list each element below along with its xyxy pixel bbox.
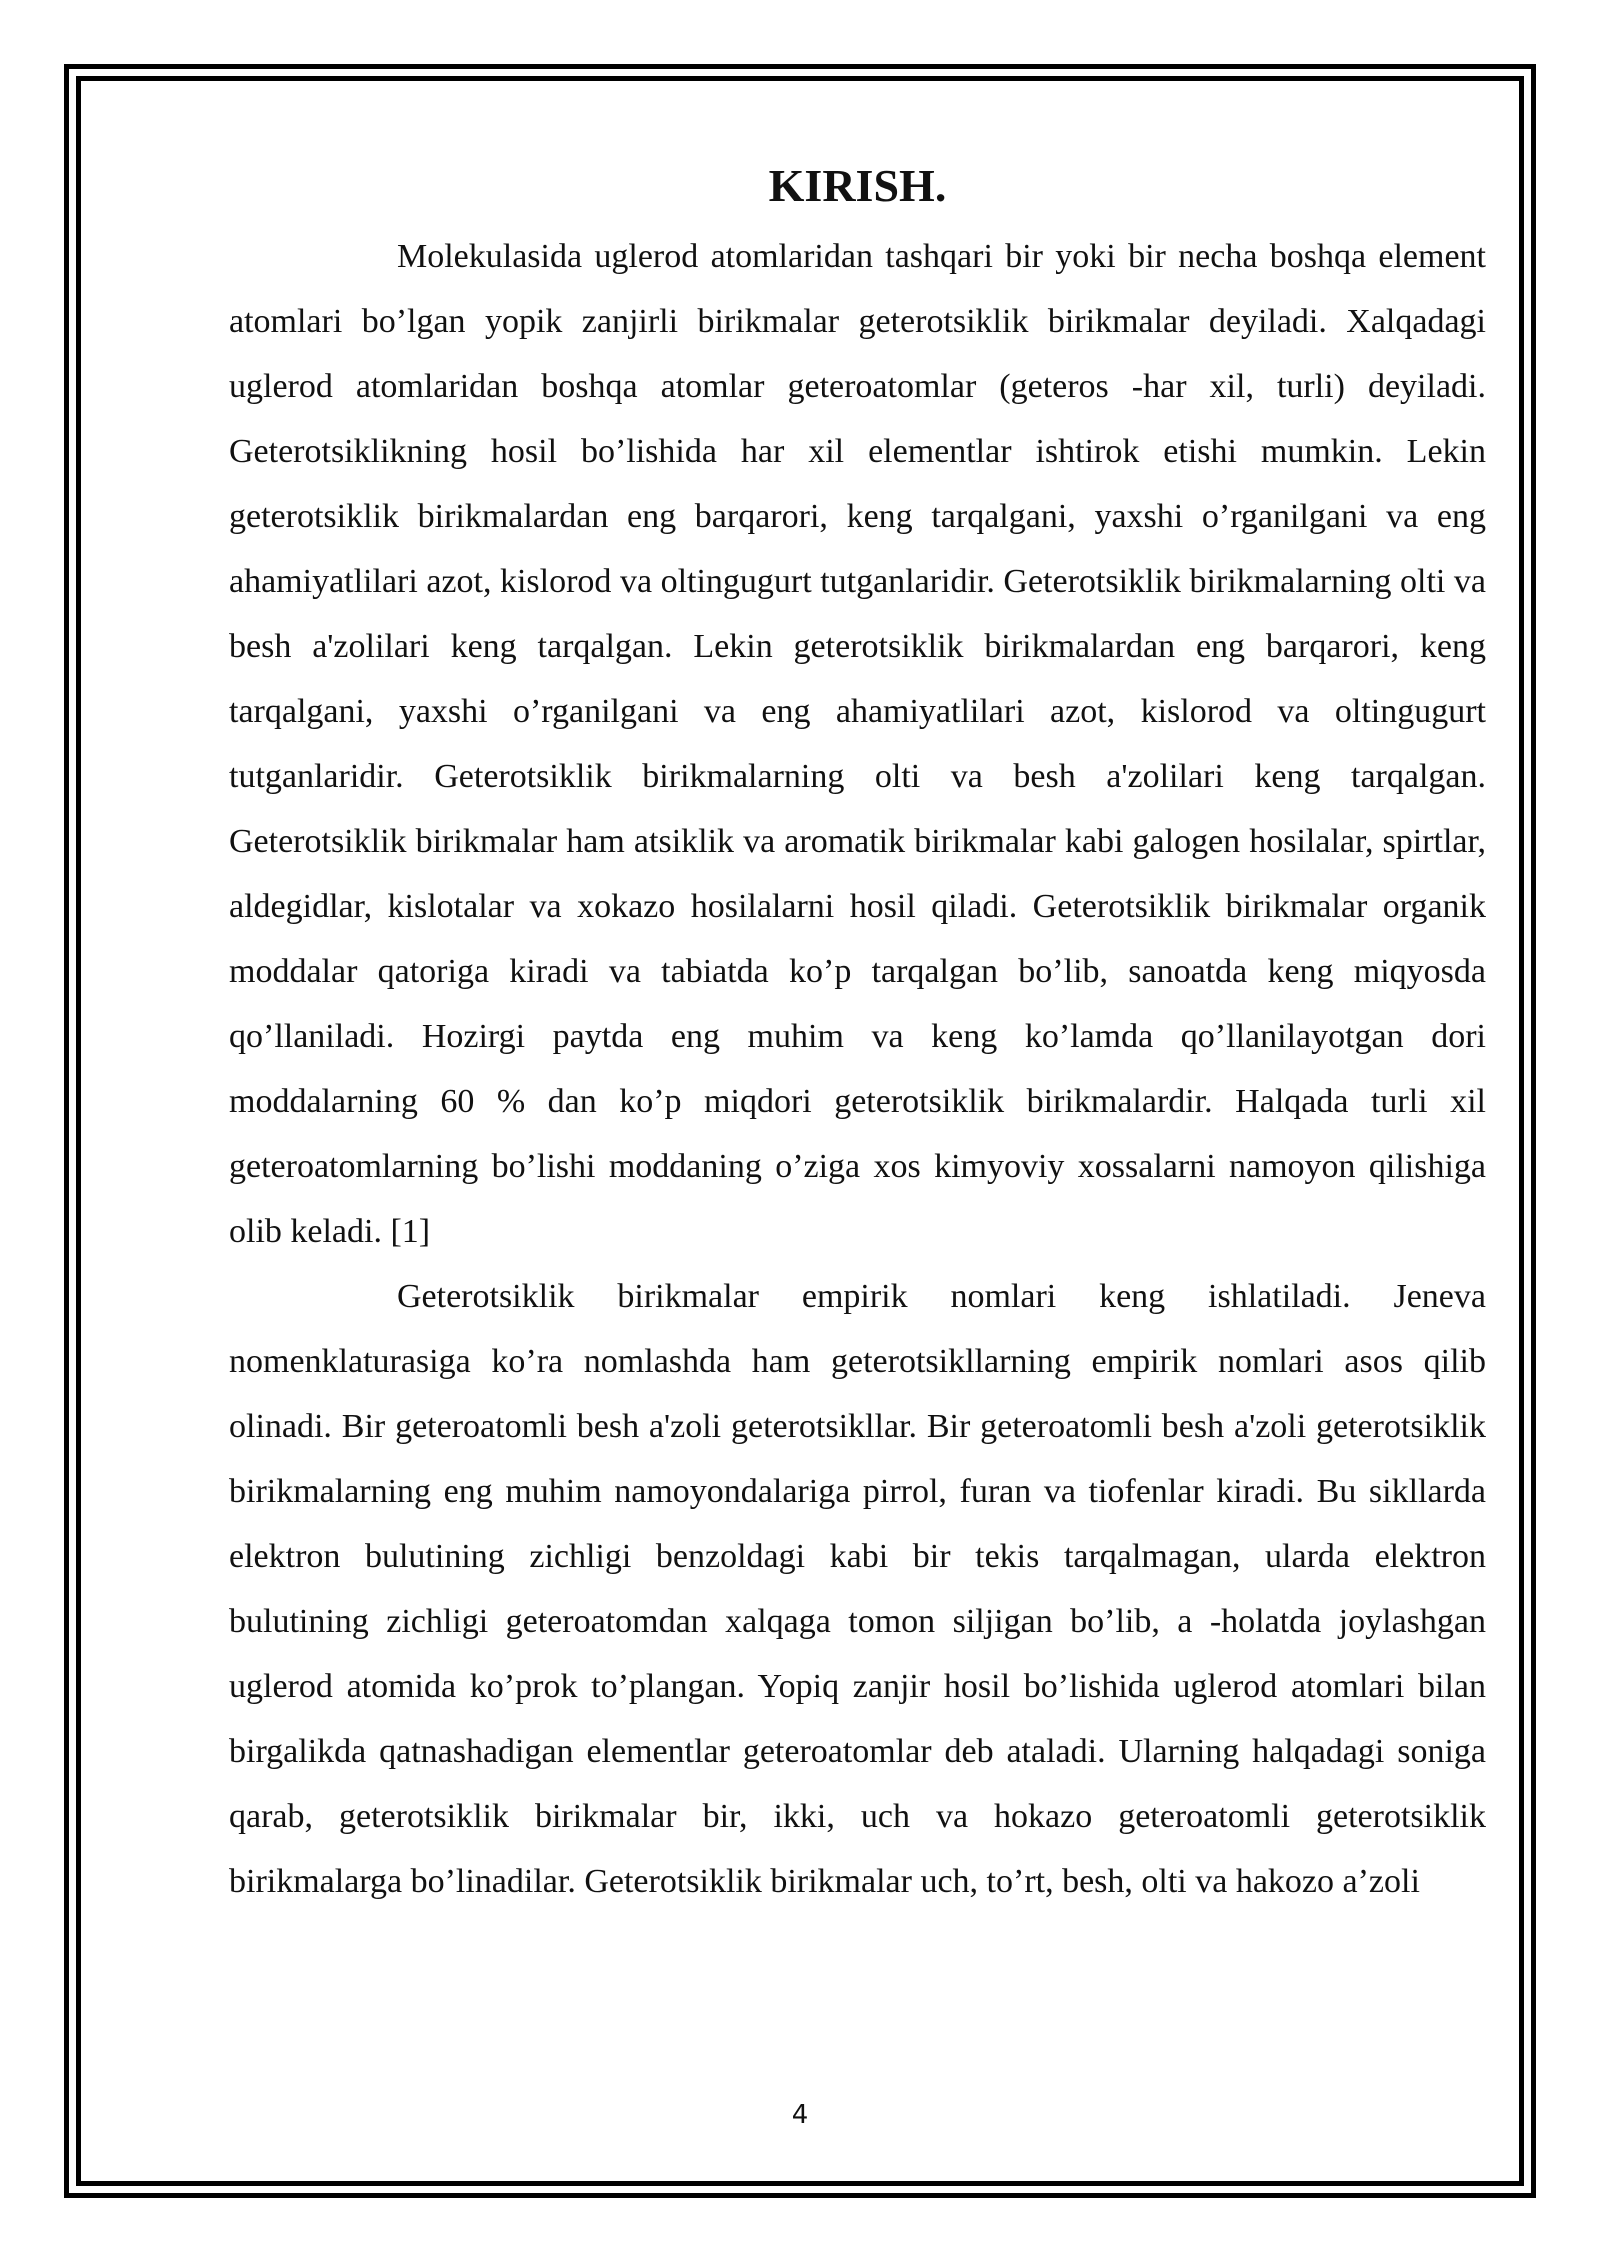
- paragraph-1: Molekulasida uglerod atomlaridan tashqari bir yoki bir necha boshqa element atomlari bo’lgan yopik zanjirli birikmalar geterotsiklik birikmalar deyiladi. Xalqadagi uglerod atomlaridan boshqa atomlar geteroatomlar (geteros -har xil, turli) deyiladi. Geterotsiklikning hosil bo’lishida har xil elementlar ishtirok etishi mumkin. Lekin geterotsiklik birikmalardan eng barqarori, keng tarqalgani, yaxshi o’rganilgani va eng ahamiyatlilari azot, kislorod va oltingugurt tutganlaridir. Geterotsiklik birikmalarning olti va besh a'zolilari keng tarqalgan. Lekin geterotsiklik birikmalardan eng barqarori, keng tarqalgani, yaxshi o’rganilgani va eng ahamiyatlilari azot, kislorod va oltingugurt tutganlaridir. Geterotsiklik birikmalarning olti va besh a'zolilari keng tarqalgan. Geterotsiklik birikmalar ham atsiklik va aromatik birikmalar kabi galogen hosilalar, spirtlar, aldegidlar, kislotalar va xokazo hosilalarni hosil qiladi. Geterotsiklik birikmalar organik moddalar qatoriga kiradi va tabiatda ko’p tarqalgan bo’lib, sanoatda keng miqyosda qo’llaniladi. Hozirgi paytda eng muhim va keng ko’lamda qo’llanilayotgan dori moddalarning 60 % dan ko’p miqdori geterotsiklik birikmalardir. Halqada turli xil geteroatomlarning bo’lishi moddaning o’ziga xos kimyoviy xossalarni namoyon qilishiga olib keladi. [1]: [229, 238, 1486, 1250]
- page-title: KIRISH.: [768, 160, 947, 211]
- page-number: 4: [791, 2100, 809, 2130]
- paragraph-2: Geterotsiklik birikmalar empirik nomlari keng ishlatiladi. Jeneva nomenklaturasiga ko’ra nomlashda ham geterotsikllarning empirik nomlari asos qilib olinadi. Bir geteroatomli besh a'zoli geterotsikllar. Bir geteroatomli besh a'zoli geterotsiklik birikmalarning eng muhim namoyondalariga pirrol, furan va tiofenlar kiradi. Bu sikllarda elektron bulutining zichligi benzoldagi kabi bir tekis tarqalmagan, ularda elektron bulutining zichligi geteroatomdan xalqaga tomon siljigan bo’lib, a -holatda joylashgan uglerod atomida ko’prok to’plangan. Yopiq zanjir hosil bo’lishida uglerod atomlari bilan birgalikda qatnashadigan elementlar geteroatomlar deb ataladi. Ularning halqadagi soniga qarab, geterotsiklik birikmalar bir, ikki, uch va hokazo geteroatomli geterotsiklik birikmalarga bo’linadilar. Geterotsiklik birikmalar uch, to’rt, besh, olti va hakozo a’zoli: [229, 1278, 1486, 1900]
- page-content: [229, 150, 1486, 1914]
